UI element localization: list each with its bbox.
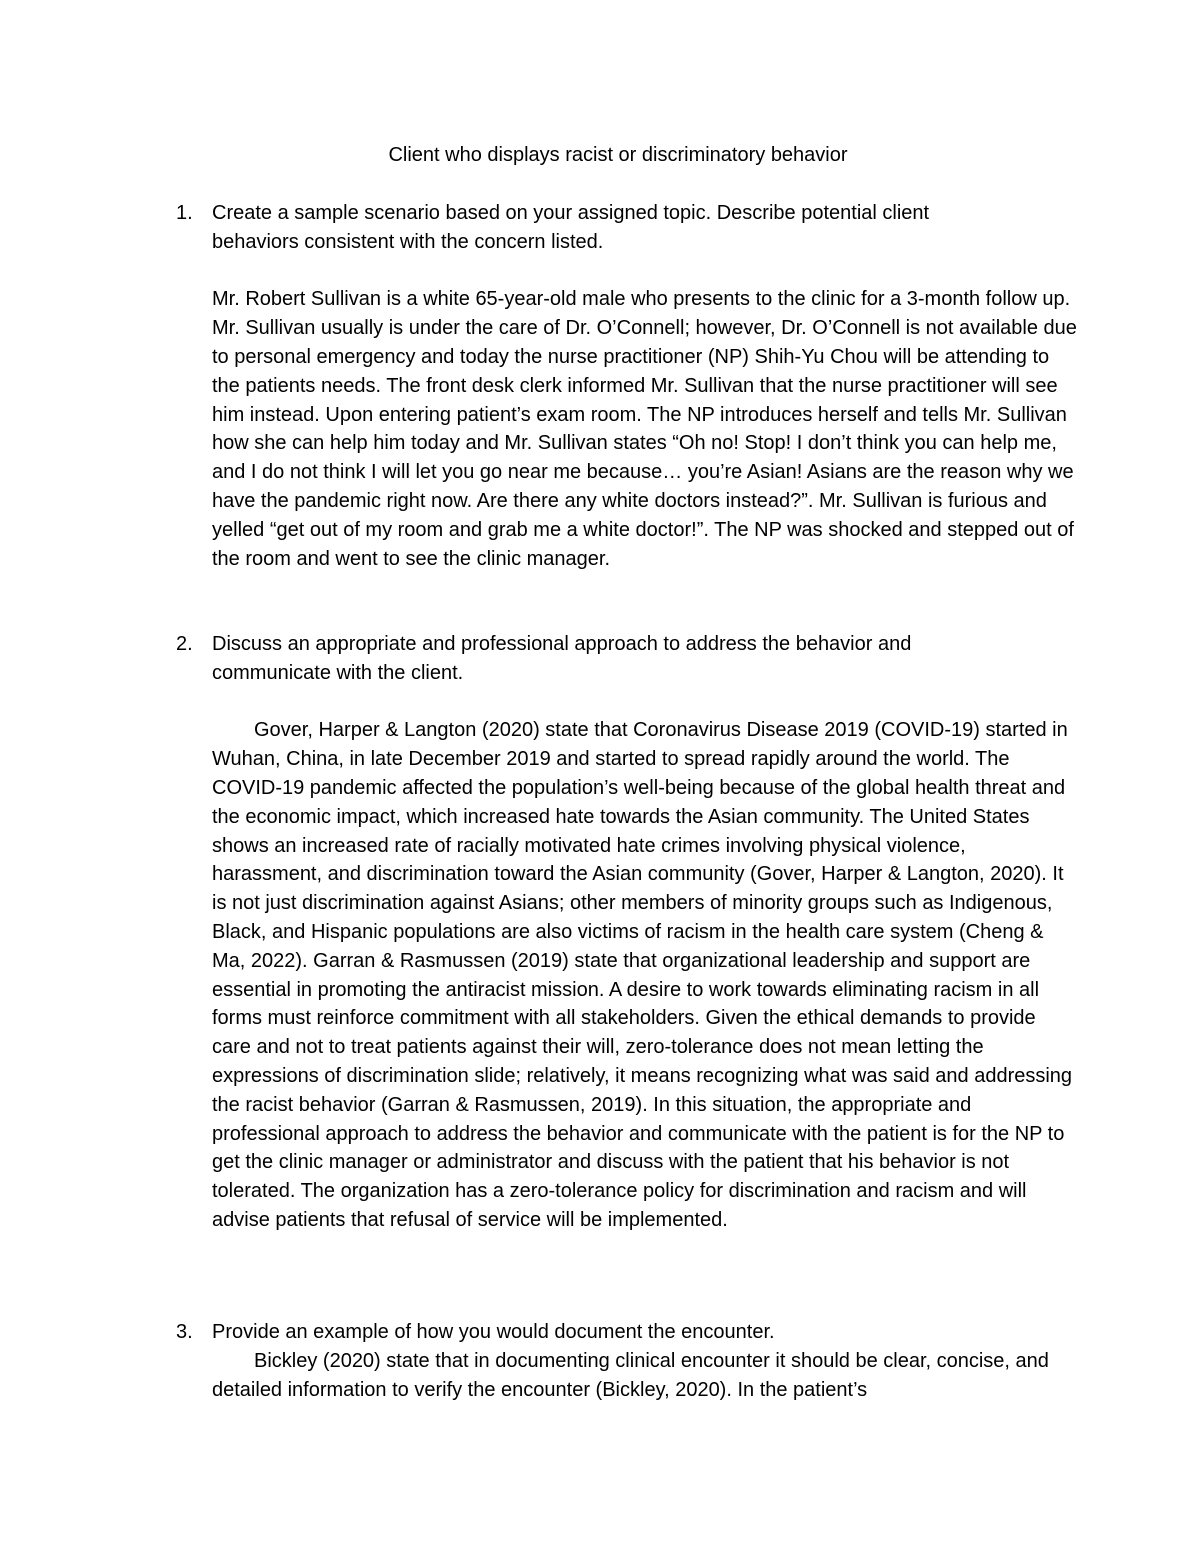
section-1 [176, 199, 1076, 573]
section-2-answer: Gover, Harper & Langton (2020) state that Coronavirus Disease 2019 (COVID-19) started in Wuhan, China, in late December 2019 and started to spread rapidly around the world. The COVID-19 pandemic affected the population’s well-being because of the global health threat and the economic impact, which increased hate towards the Asian community. The United States shows an increased rate of racially motivated hate crimes involving physical violence, harassment, and discrimination toward the Asian community (Gover, Harper & Langton, 2020). It is not just discrimination against Asians; other members of minority groups such as Indigenous, Black, and Hispanic populations are also victims of racism in the health care system (Cheng & Ma, 2022). Garran & Rasmussen (2019) state that organizational leadership and support are essential in promoting the antiracist mission. A desire to work towards eliminating racism in all forms must reinforce commitment with all stakeholders. Given the ethical demands to provide care and not to treat patients against their will, zero-tolerance does not mean letting the expressions of discrimination slide; relatively, it means recognizing what was said and addressing the racist behavior (Garran & Rasmussen, 2019). In this situation, the appropriate and professional approach to address the behavior and communicate with the patient is for the NP to get the clinic manager or administrator and discuss with the patient that his behavior is not tolerated. The organization has a zero-tolerance policy for discrimination and racism and will advise patients that refusal of service will be implemented. [212, 719, 1073, 1231]
section-2-number: 2. [176, 633, 193, 655]
section-1-number: 1. [176, 202, 193, 224]
section-2 [176, 630, 1076, 1235]
section-3-answer: Bickley (2020) state that in documenting clinical encounter it should be clear, concise, and detailed information to verify the encounter (Bickley, 2020). In the patient’s [212, 1349, 1049, 1401]
section-3-number: 3. [176, 1321, 193, 1343]
section-3 [176, 1318, 1076, 1404]
section-3-question: Provide an example of how you would document the encounter. [212, 1321, 775, 1343]
document-title: Client who displays racist or discriminatory behavior [388, 144, 848, 166]
section-2-question: Discuss an appropriate and professional approach to address the behavior and communicate with the client. [212, 633, 912, 684]
section-1-answer: Mr. Robert Sullivan is a white 65-year-old male who presents to the clinic for a 3-month follow up. Mr. Sullivan usually is under the care of Dr. O’Connell; however, Dr. O’Connell is not available due to personal emergency and today the nurse practitioner (NP) Shih-Yu Chou will be attending to the patients needs. The front desk clerk informed Mr. Sullivan that the nurse practitioner will see him instead. Upon entering patient’s exam room. The NP introduces herself and tells Mr. Sullivan how she can help him today and Mr. Sullivan states “Oh no! Stop! I don’t think you can help me, and I do not think I will let you go near me because… you’re Asian! Asians are the reason why we have the pandemic right now. Are there any white doctors instead?”. Mr. Sullivan is furious and yelled “get out of my room and grab me a white doctor!”. The NP was shocked and stepped out of the room and went to see the clinic manager. [212, 288, 1077, 570]
section-1-question: Create a sample scenario based on your assigned topic. Describe potential client behaviors consistent with the concern listed. [212, 202, 930, 253]
